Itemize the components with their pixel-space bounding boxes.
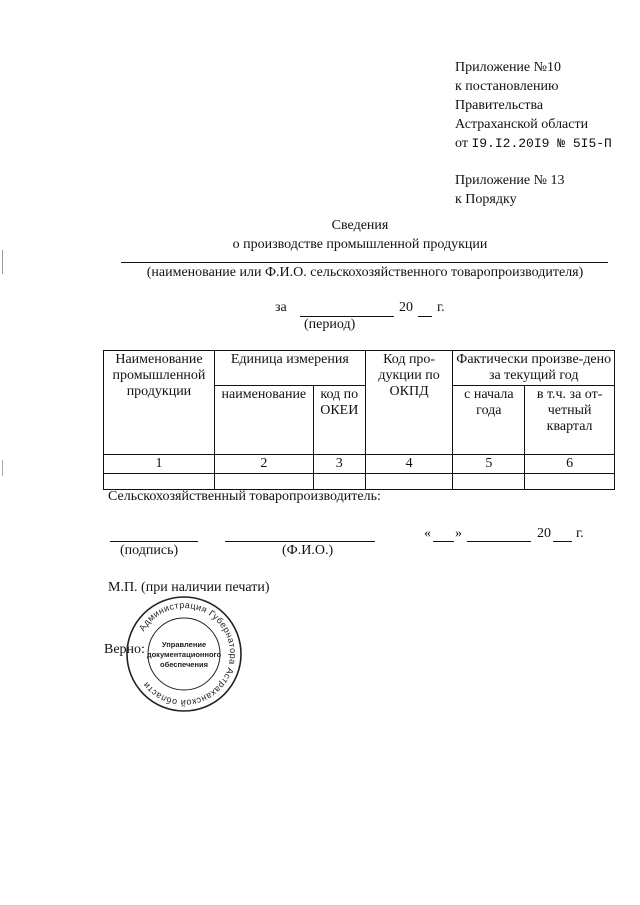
title-line-2: о производстве промышленной продукции (232, 237, 488, 252)
date-quote-open: « (424, 526, 431, 541)
period-caption: (период) (304, 317, 356, 332)
producer-signature-label: Сельскохозяйственный товаропроизводитель: (108, 489, 381, 504)
table-row (104, 474, 615, 490)
fio-caption: (Ф.И.О.) (282, 543, 334, 558)
svg-text:документационного: документационного (146, 650, 222, 659)
column-number: 4 (365, 455, 453, 474)
svg-text:обеспечения: обеспечения (159, 660, 209, 669)
official-stamp (125, 595, 243, 713)
scan-artifact (2, 460, 3, 476)
header-unit: Единица измерения (214, 351, 365, 386)
period-year-field[interactable] (418, 316, 432, 317)
stamp-graphic (125, 595, 243, 713)
header-okpd-code: Код про-дукции по ОКПД (365, 351, 453, 455)
table-cell[interactable] (525, 474, 615, 490)
column-number: 5 (453, 455, 525, 474)
date-year-field[interactable] (553, 541, 572, 542)
date-day-field[interactable] (433, 541, 454, 542)
period-prefix: за (275, 300, 287, 315)
appendix-date-prefix: от (455, 136, 468, 151)
producer-name-line[interactable] (121, 262, 608, 263)
table-cell[interactable] (104, 474, 215, 490)
table-cell[interactable] (365, 474, 453, 490)
header-since-year-start: с начала года (453, 386, 525, 455)
certified-label: Верно: (104, 642, 145, 657)
signature-caption: (подпись) (120, 543, 179, 558)
column-number: 3 (313, 455, 365, 474)
date-year-suffix: г. (576, 526, 584, 541)
date-month-field[interactable] (467, 541, 531, 542)
period-year-suffix: г. (437, 300, 445, 315)
column-number: 6 (525, 455, 615, 474)
seal-note: М.П. (при наличии печати) (108, 580, 270, 595)
date-quote-close: » (455, 526, 462, 541)
appendix-ref-government: Правительства (455, 98, 544, 113)
column-number: 2 (214, 455, 313, 474)
header-product-name: Наименование промышленной продукции (104, 351, 215, 455)
column-number-row (104, 455, 615, 474)
svg-text:Администрация Губернатора Астр: Администрация Губернатора Астраханской области (136, 599, 239, 709)
appendix-date-line (455, 134, 612, 153)
date-year-label: 20 (537, 526, 551, 541)
production-table (103, 350, 615, 490)
appendix-block (455, 58, 612, 209)
header-unit-okei: код по ОКЕИ (313, 386, 365, 455)
table-cell[interactable] (453, 474, 525, 490)
title-line-1: Сведения (331, 218, 389, 233)
svg-text:Управление: Управление (161, 640, 207, 649)
appendix-number-2: Приложение № 13 (455, 173, 565, 188)
table-cell[interactable] (214, 474, 313, 490)
appendix-ref-order: к Порядку (455, 192, 517, 207)
appendix-date-stamp: I9.I2.20I9 № 5I5-П (471, 136, 612, 151)
producer-caption: (наименование или Ф.И.О. сельскохозяйственного товаропроизводителя) (146, 265, 584, 280)
header-unit-name: наименование (214, 386, 313, 455)
appendix-ref-resolution: к постановлению (455, 79, 559, 94)
appendix-ref-region: Астраханской области (455, 117, 589, 132)
appendix-number: Приложение №10 (455, 60, 561, 75)
header-reporting-quarter: в т.ч. за от-четный квартал (525, 386, 615, 455)
fio-field[interactable] (225, 541, 375, 542)
table-cell[interactable] (313, 474, 365, 490)
signature-field[interactable] (110, 541, 198, 542)
column-number: 1 (104, 455, 215, 474)
scan-artifact (2, 250, 3, 274)
period-year-label: 20 (399, 300, 413, 315)
header-actual-produced: Фактически произве-дено за текущий год (453, 351, 615, 386)
document-title (0, 216, 640, 254)
